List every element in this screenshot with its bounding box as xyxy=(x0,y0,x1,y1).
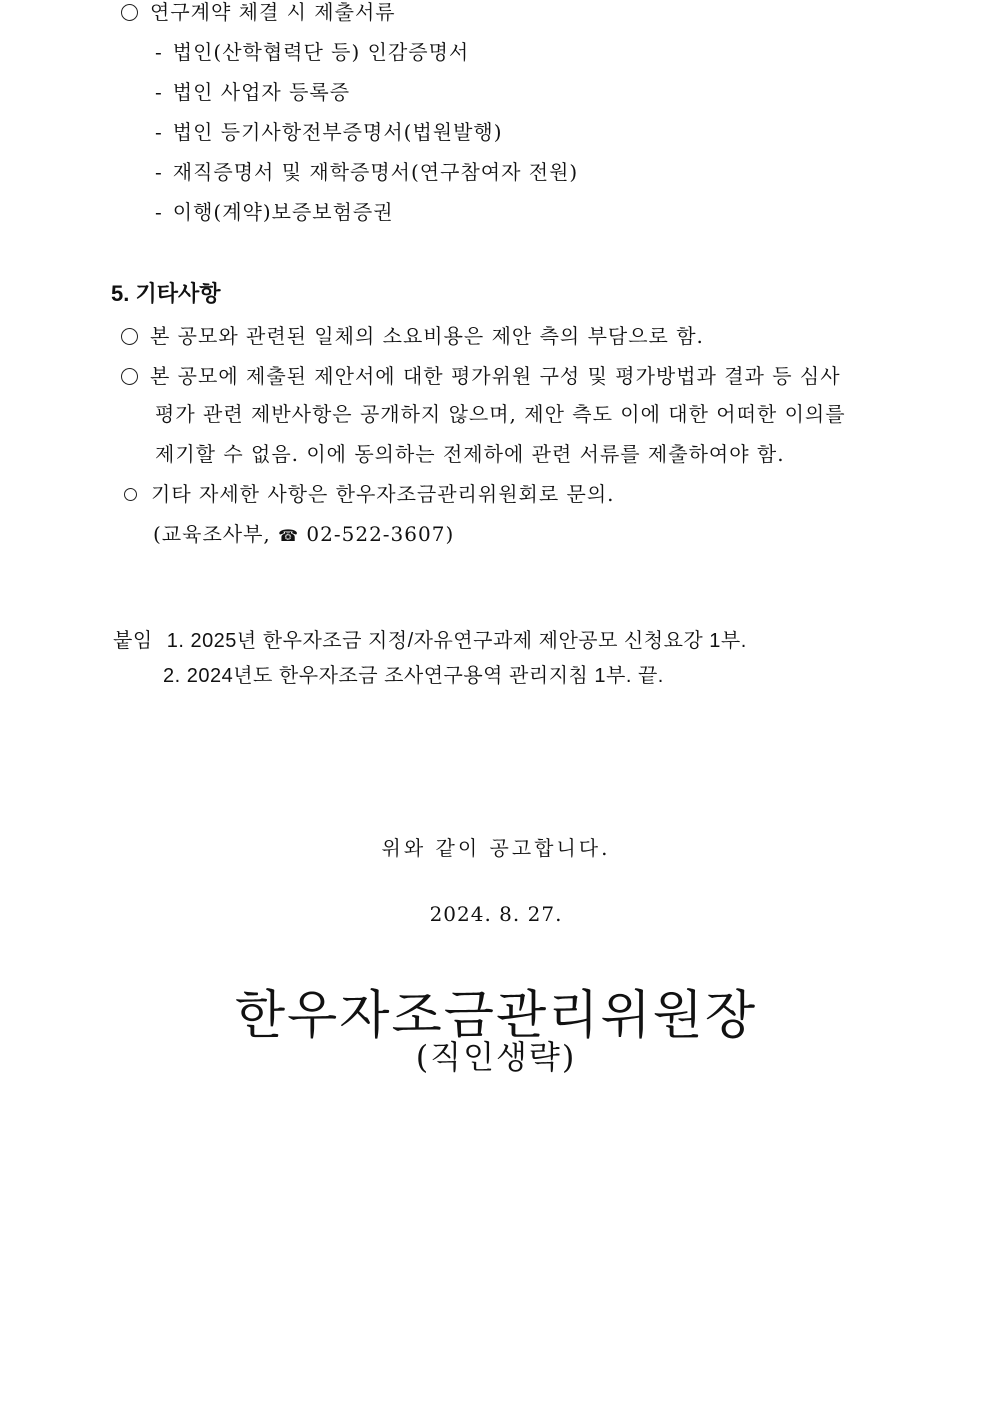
attachment-item[interactable]: 2. 2024년도 한우자조금 조사연구용역 관리지침 1부. 끝. xyxy=(163,665,664,687)
contract-doc-item-text: 법인 사업자 등록증 xyxy=(172,80,351,104)
section-5-heading: 5. 기타사항 xyxy=(111,281,221,306)
section-5-item xyxy=(121,480,615,508)
contract-doc-item-text: 재직증명서 및 재학증명서(연구참여자 전원) xyxy=(172,160,579,184)
seal-omitted-note: (직인생략) xyxy=(415,1038,577,1076)
section-5-item-continuation: 제기할 수 없음. 이에 동의하는 전제하에 관련 서류를 제출하여야 함. xyxy=(155,442,785,466)
attachment-item[interactable]: 1. 2025년 한우자조금 지정/자유연구과제 제안공모 신청요강 1부. xyxy=(166,630,747,652)
contract-doc-item xyxy=(155,118,503,146)
section-5-item-text: 기타 자세한 사항은 한우자조금관리위원회로 문의. xyxy=(151,482,615,506)
contract-doc-item xyxy=(155,198,394,226)
circle-bullet-icon xyxy=(121,328,138,345)
contract-doc-item-text: 법인 등기사항전부증명서(법원발행) xyxy=(172,120,503,144)
section-5-item-text: 본 공모에 제출된 제안서에 대한 평가위원 구성 및 평가방법과 결과 등 심사 xyxy=(150,364,841,388)
section-5-item xyxy=(121,322,704,350)
dash-bullet-icon: - xyxy=(155,160,163,184)
phone-icon: ☎ xyxy=(278,526,300,545)
contract-doc-item xyxy=(155,38,469,66)
attachment-line-2 xyxy=(163,662,664,690)
dash-bullet-icon: - xyxy=(155,80,163,104)
contract-doc-item-text: 법인(산학협력단 등) 인감증명서 xyxy=(172,40,470,64)
contract-doc-item-text: 이행(계약)보증보험증권 xyxy=(172,200,394,224)
circle-bullet-icon xyxy=(124,488,137,501)
contract-doc-item xyxy=(155,158,578,186)
attachment-line-1 xyxy=(113,627,747,655)
announcement-date: 2024. 8. 27. xyxy=(429,902,563,926)
dash-bullet-icon: - xyxy=(155,120,163,144)
dash-bullet-icon: - xyxy=(155,200,163,224)
section-5-item-continuation: 평가 관련 제반사항은 공개하지 않으며, 제안 측도 이에 대한 어떠한 이의를 xyxy=(155,402,846,426)
contract-docs-title xyxy=(121,0,396,26)
contact-phone-number: 02-522-3607) xyxy=(306,522,455,546)
contact-line xyxy=(153,520,454,550)
contract-doc-item xyxy=(155,78,350,106)
section-5-item xyxy=(121,362,841,390)
contact-department: (교육조사부, xyxy=(153,522,271,546)
attachment-label: 붙임 xyxy=(113,630,153,652)
issuer-title: 한우자조금관리위원장 xyxy=(234,986,758,1046)
contract-docs-title-text: 연구계약 체결 시 제출서류 xyxy=(150,0,396,24)
dash-bullet-icon: - xyxy=(155,40,163,64)
closing-statement: 위와 같이 공고합니다. xyxy=(381,836,611,860)
section-5-item-text: 본 공모와 관련된 일체의 소요비용은 제안 측의 부담으로 함. xyxy=(150,324,704,348)
circle-bullet-icon xyxy=(121,4,138,21)
circle-bullet-icon xyxy=(121,368,138,385)
